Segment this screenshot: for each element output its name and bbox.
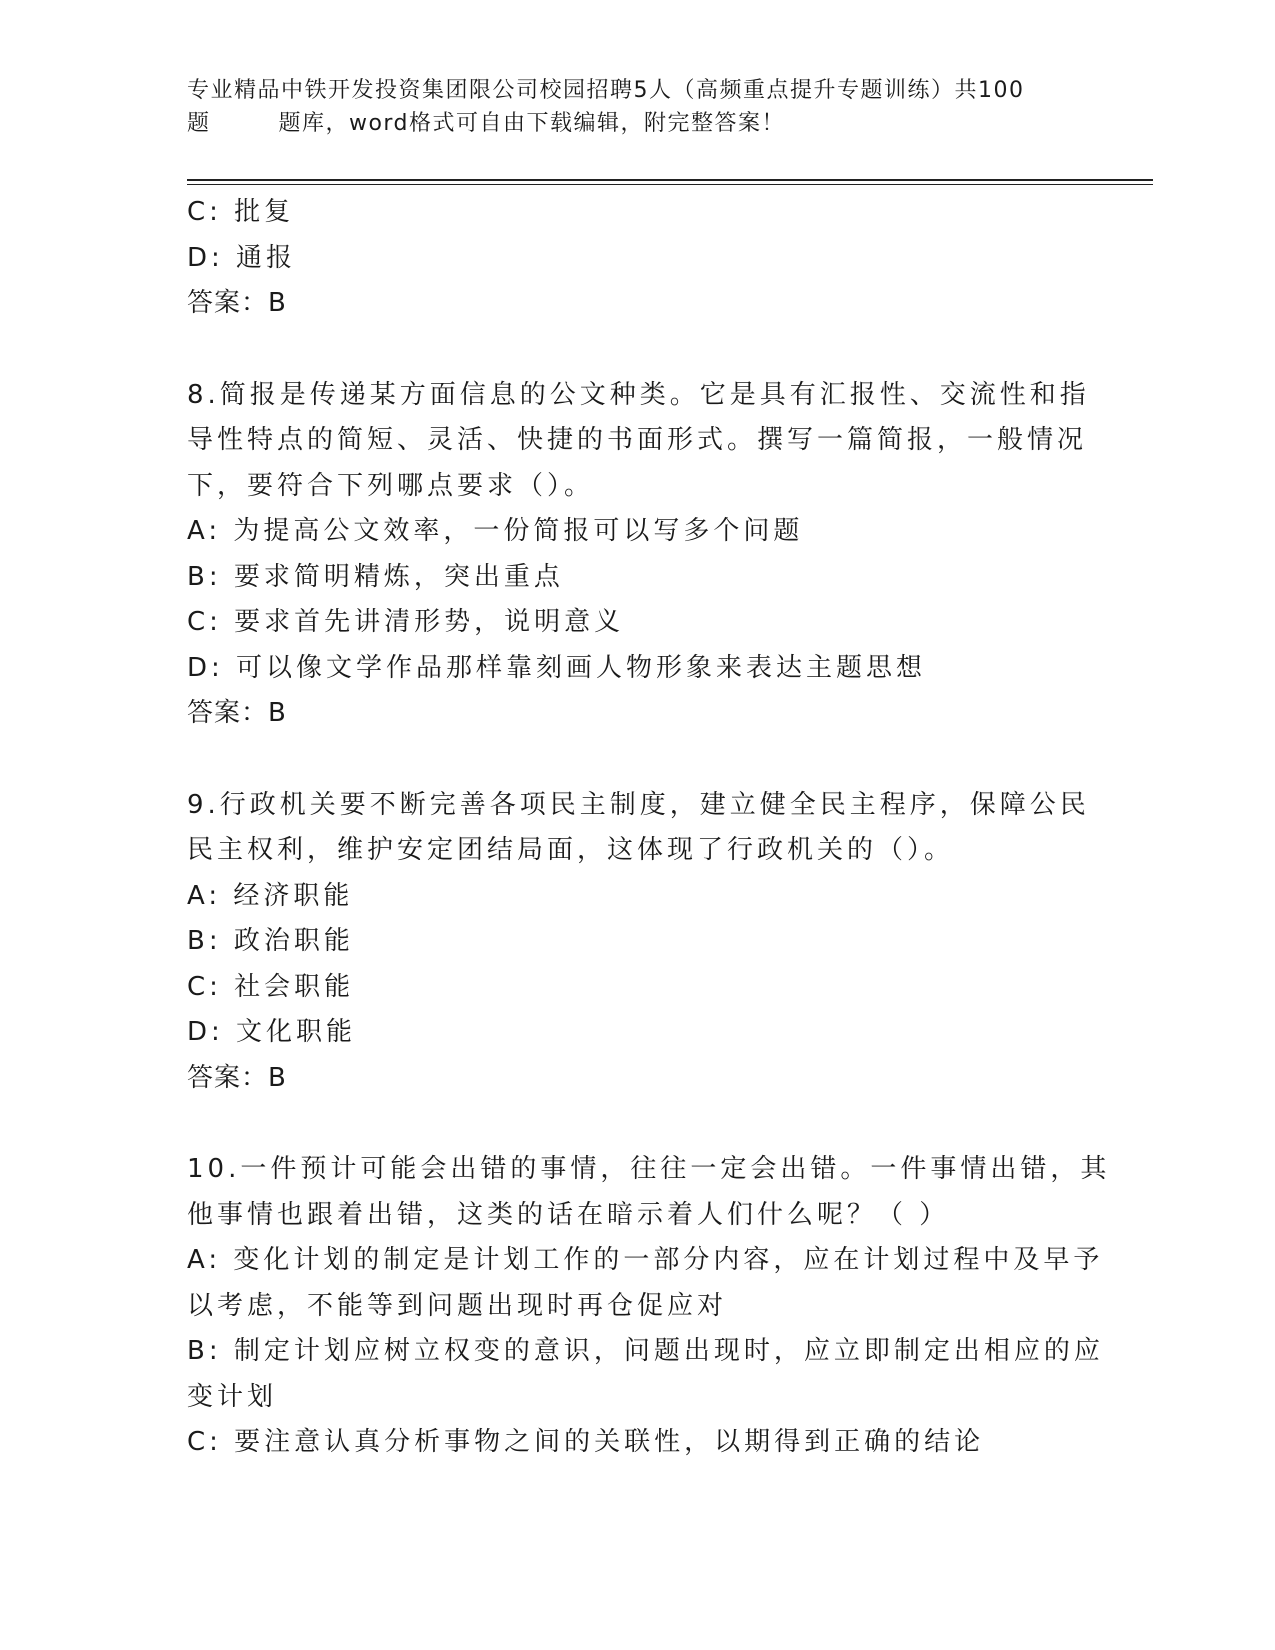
question-10 bbox=[187, 1147, 1111, 1466]
option-a: A: 为提高公文效率，一份简报可以写多个问题 bbox=[187, 516, 804, 546]
header-rule-thin bbox=[187, 184, 1153, 185]
question-8 bbox=[187, 373, 1090, 737]
spacer bbox=[187, 327, 1087, 373]
option-c: C: 要注意认真分析事物之间的关联性，以期得到正确的结论 bbox=[187, 1427, 985, 1457]
answer: 答案：B bbox=[187, 288, 287, 318]
option-b: B: 政治职能 bbox=[187, 926, 354, 956]
option-b: B: 要求简明精炼，突出重点 bbox=[187, 561, 564, 592]
option-a-continued: 以考虑，不能等到问题出现时再仓促应对 bbox=[187, 1290, 728, 1321]
option-a: A: 经济职能 bbox=[187, 880, 354, 911]
question-stem-line: 导性特点的简短、灵活、快捷的书面形式。撰写一篇简报，一般情况 bbox=[187, 425, 1088, 455]
question-stem-line: 8.简报是传递某方面信息的公文种类。它是具有汇报性、交流性和指 bbox=[187, 379, 1090, 410]
option-c: C: 社会职能 bbox=[187, 971, 355, 1002]
header-title-line-2: 题 题库，word格式可自由下载编辑，附完整答案！ bbox=[187, 111, 786, 136]
page-header bbox=[187, 74, 1087, 140]
question-7-tail bbox=[187, 190, 1087, 327]
answer: 答案：B bbox=[187, 1062, 287, 1093]
question-stem-line: 民主权利，维护安定团结局面，这体现了行政机关的（）。 bbox=[187, 835, 955, 865]
question-stem-line: 他事情也跟着出错，这类的话在暗示着人们什么呢？（ ） bbox=[187, 1199, 950, 1230]
question-9 bbox=[187, 783, 1090, 1102]
spacer bbox=[187, 1101, 1087, 1147]
option-d: D: 可以像文学作品那样靠刻画人物形象来表达主题思想 bbox=[187, 652, 927, 683]
option-c: C: 要求首先讲清形势，说明意义 bbox=[187, 607, 625, 637]
option-b-continued: 变计划 bbox=[187, 1381, 278, 1412]
option-a: A: 变化计划的制定是计划工作的一部分内容，应在计划过程中及早予 bbox=[187, 1245, 1104, 1275]
option-d: D: 文化职能 bbox=[187, 1017, 357, 1047]
answer: 答案：B bbox=[187, 698, 287, 728]
option-c: C: 批复 bbox=[187, 197, 295, 227]
option-d: D: 通报 bbox=[187, 242, 297, 273]
option-b: B: 制定计划应树立权变的意识，问题出现时，应立即制定出相应的应 bbox=[187, 1336, 1104, 1366]
spacer bbox=[187, 737, 1087, 783]
header-title-line-1: 专业精品中铁开发投资集团限公司校园招聘5人（高频重点提升专题训练）共100 bbox=[187, 78, 1025, 103]
question-content bbox=[187, 190, 1111, 1466]
question-stem-line: 9.行政机关要不断完善各项民主制度，建立健全民主程序，保障公民 bbox=[187, 789, 1090, 820]
question-stem-line: 下，要符合下列哪点要求（）。 bbox=[187, 470, 595, 501]
header-rule-thick bbox=[187, 179, 1153, 181]
question-stem-line: 10.一件预计可能会出错的事情，往往一定会出错。一件事情出错，其 bbox=[187, 1154, 1111, 1184]
